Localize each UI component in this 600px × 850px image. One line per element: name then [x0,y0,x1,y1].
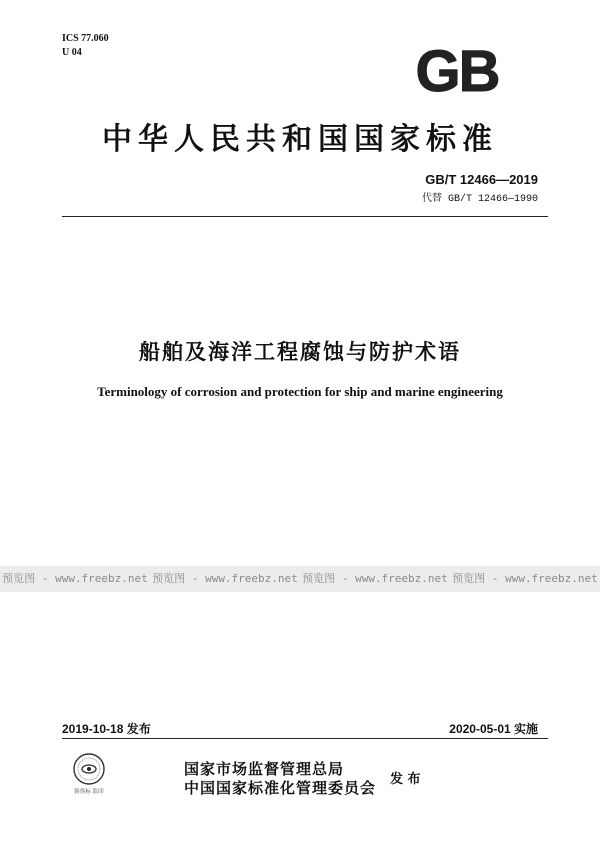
watermark-strip [0,566,600,592]
watermark-item: 预览图 - www.freebz.net [302,572,448,585]
standard-number: GB/T 12466—2019 [425,172,538,187]
title-chinese: 船舶及海洋工程腐蚀与防护术语 [139,340,461,364]
anti-counterfeit-seal-icon [66,752,112,796]
issue-date: 2019-10-18 发布 [62,722,151,736]
bottom-divider [62,738,548,739]
replaces-standard: 代替 GB/T 12466—1990 [421,194,538,205]
watermark-item: 预览图 - www.freebz.net [152,572,298,585]
ics-code: ICS 77.060 [62,33,109,44]
publish-label: 发 布 [390,772,421,787]
org-title: 中华人民共和国国家标准 [102,122,498,157]
gb-logo [398,42,516,96]
seal-label: 防伪标 监印 [74,789,104,795]
title-english: Terminology of corrosion and protection for ship and marine engineering [97,384,503,399]
watermark-item: 预览图 - www.freebz.net [2,572,148,585]
ccs-code: U 04 [62,47,82,58]
top-divider [62,216,548,217]
issuer-samr: 国家市场监督管理总局 [184,760,345,778]
issuer-sac: 中国国家标准化管理委员会 [184,779,377,797]
gb-logo-text: GB [415,42,499,96]
effective-date: 2020-05-01 实施 [449,722,538,736]
ics-code-block [62,32,109,60]
watermark-item: 预览图 - www.freebz.net [452,572,598,585]
